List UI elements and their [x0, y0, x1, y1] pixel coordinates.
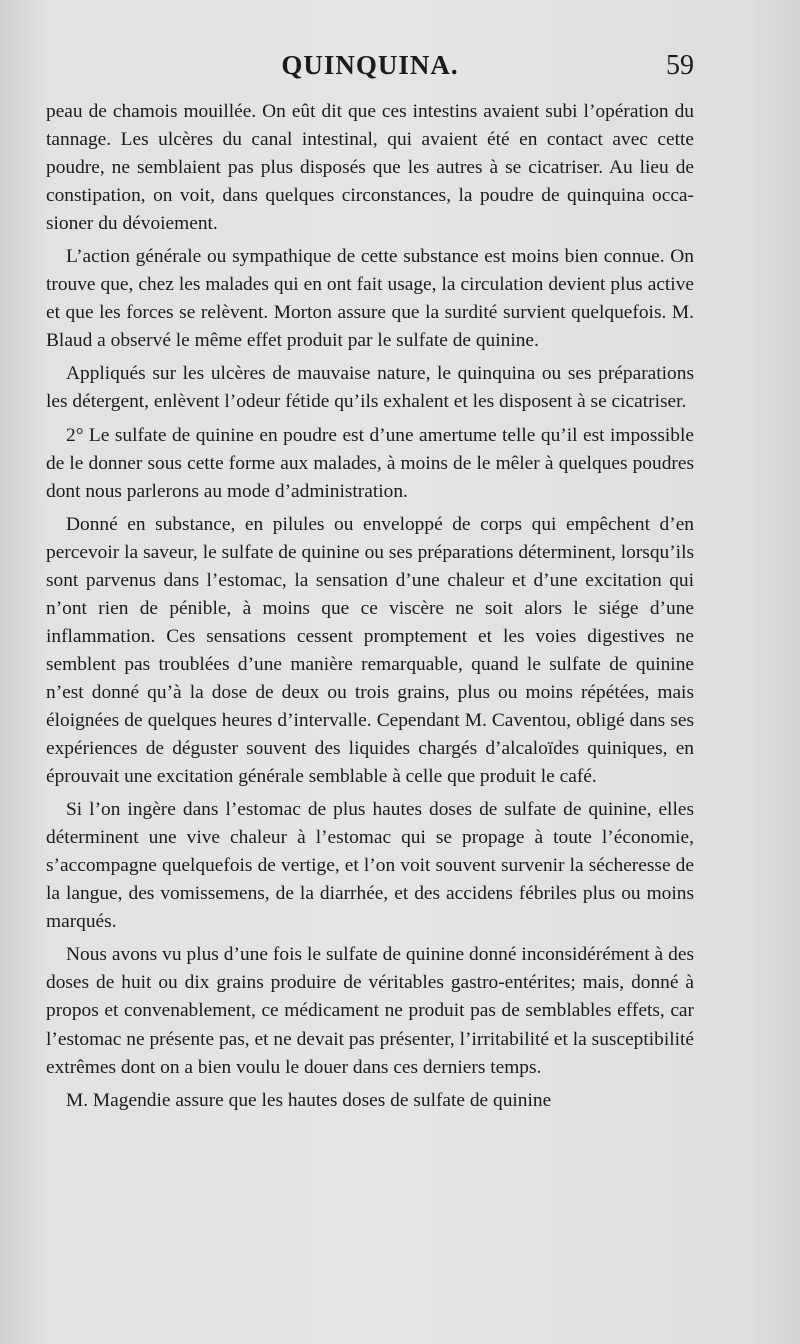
page-number: 59 [666, 50, 694, 81]
paragraph-1: peau de chamois mouillée. On eût dit que ces intestins avaient subi l’opération du tannage. Les ulcères du canal intestinal, qui avaient été en contact avec cette poudre, ne semblaient pas plus disposés que les autres à se cicatriser. Au lieu de constipation, on voit, dans quelques circonstances, la poudre de quinquina occasioner du dévoiement. [46, 101, 694, 235]
running-title: QUINQUINA. [281, 50, 459, 80]
body-text [46, 98, 694, 1115]
page-header [46, 50, 694, 90]
paragraph-8: M. Magendie assure que les hautes doses de sulfate de quinine [66, 1089, 552, 1111]
paragraph-4: 2° Le sulfate de quinine en poudre est d’une amertume telle qu’il est impossible de le donner sous cette forme aux malades, à moins de le mêler à quelques poudres dont nous parlerons au mode d’administration. [46, 424, 694, 502]
paragraph-7: Nous avons vu plus d’une fois le sulfate de quinine donné inconsidérément à des doses de huit ou dix grains produire de véritables gastro-entérites; mais, donné à propos et convenablement, ce médicament ne produit pas de semblables effets, car l’estomac ne présente pas, et ne devait pas présenter, l’irritabilité et la susceptibilité extrêmes dont on a bien voulu le douer dans ces derniers temps. [46, 944, 694, 1078]
paragraph-5: Donné en substance, en pilules ou enveloppé de corps qui empêchent d’en percevoir la saveur, le sulfate de quinine ou ses préparations déterminent, lorsqu’ils sont parvenus dans l’estomac, la sensation d’une chaleur et d’une excitation qui n’ont rien de pénible, à moins que ce viscère ne soit alors le siége d’une inflammation. Ces sensations cessent promptement et les voies digestives ne semblent pas troublées d’une manière remarquable, quand le sulfate de quinine n’est donné qu’à la dose de deux ou trois grains, plus ou moins répétées, mais éloignées de quelques heures d’intervalle. Cependant M. Caventou, obligé dans ses expériences de déguster souvent des liquides chargés d’alcaloïdes quiniques, en éprouvait une excitation générale semblable à celle que produit le café. [46, 513, 694, 788]
paragraph-2: L’action générale ou sympathique de cette substance est moins bien connue. On trouve que, chez les malades qui en ont fait usage, la circulation devient plus active et que les forces se relèvent. Morton assure que la surdité survient quelquefois. M. Blaud a observé le même effet produit par le sulfate de quinine. [46, 246, 694, 352]
paragraph-6: Si l’on ingère dans l’estomac de plus hautes doses de sulfate de quinine, elles déterminent une vive chaleur à l’estomac qui se propage à toute l’économie, s’accompagne quelquefois de vertige, et l’on voit souvent survenir la sécheresse de la langue, des vomissemens, de la diarrhée, et des accidens fébriles plus ou moins marqués. [46, 799, 694, 933]
paragraph-3: Appliqués sur les ulcères de mauvaise nature, le quinquina ou ses préparations les détergent, enlèvent l’odeur fétide qu’ils exhalent et les disposent à se cicatriser. [46, 363, 694, 413]
